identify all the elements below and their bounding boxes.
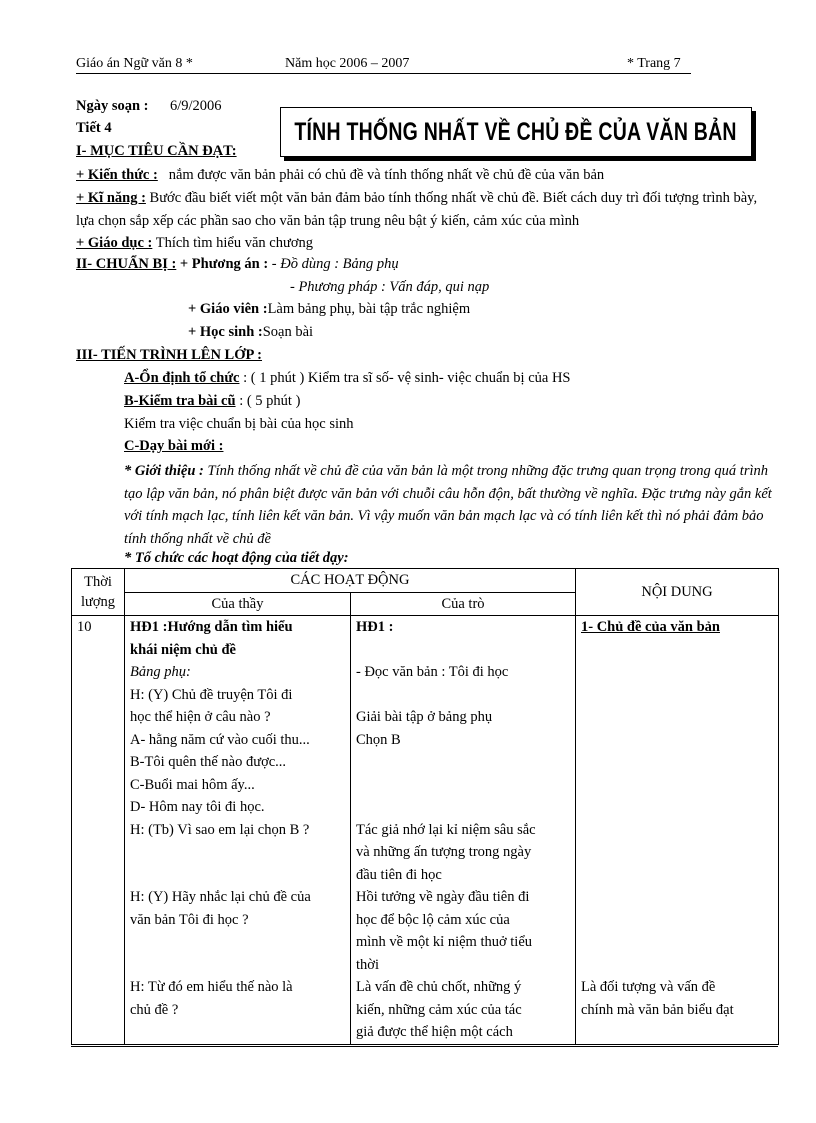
lesson-title-text: TÍNH THỐNG NHẤT VỀ CHỦ ĐỀ CỦA VĂN BẢN — [294, 117, 738, 146]
student-line: - Đọc văn bản : Tôi đi học — [356, 664, 509, 680]
org-label: * Tổ chức các hoạt động của tiết dạy: — [124, 550, 349, 566]
content-line: chính mà văn bản biểu đạt — [581, 1001, 734, 1018]
student-line: Là vấn đề chủ chốt, những ý — [356, 979, 522, 995]
content-line: Là đối tượng và vấn đề — [581, 979, 716, 995]
content-spacer — [581, 706, 773, 729]
knowledge-text: nắm được văn bản phải có chủ đề và tính thống nhất về chủ đề của văn bản — [168, 167, 605, 183]
content-spacer — [581, 909, 773, 932]
student-line — [356, 774, 570, 797]
content-spacer — [581, 864, 773, 887]
skill-label: + Kĩ năng : — [76, 190, 146, 206]
content-spacer — [581, 819, 773, 842]
content-spacer — [581, 886, 773, 909]
teacher-header: Của thầy — [125, 592, 351, 616]
header-rule — [76, 73, 691, 74]
intro-text: Tính thống nhất về chủ đề của văn bản là một trong những đặc trưng quan trọng trong quá trình tạo lập văn bản, nó phân biệt được văn bản với chuỗi câu hỗn độn, bất thường về nghĩa. Đặc trưng này gắn kết với tính mạch lạc, tính liên kết văn bản. Vì vậy muốn văn bản mạch lạc và có tính liên kết thì nó phải đảm bảo tính thống nhất về chủ đề — [124, 463, 772, 547]
content-cell — [576, 616, 779, 1045]
education-text: Thích tìm hiểu văn chương — [155, 235, 313, 251]
teacher-line: văn bản Tôi đi học ? — [130, 911, 249, 928]
student-line: Tác giả nhớ lại kỉ niệm sâu sắc — [356, 821, 536, 838]
teacher-line: H: Từ đó em hiểu thế nào là — [130, 979, 293, 995]
student-line: học để bộc lộ cảm xúc của — [356, 911, 510, 928]
section2-line1 — [76, 256, 399, 273]
student-line: mình về một kỉ niệm thuở tiểu — [356, 934, 533, 950]
section1-heading: I- MỤC TIÊU CẦN ĐẠT: — [76, 143, 237, 159]
student-line: giả được thể hiện một cách — [356, 1024, 513, 1040]
student-prep — [188, 324, 313, 341]
student-line: HĐ1 : — [356, 619, 394, 635]
teacher-line: C-Buổi mai hôm ấy... — [130, 776, 255, 793]
content-heading: 1- Chủ đề của văn bản — [581, 619, 720, 635]
header-left: Giáo án Ngữ văn 8 * — [76, 56, 193, 71]
lesson-table — [71, 568, 779, 1045]
period: Tiết 4 — [76, 120, 112, 136]
header-middle: Năm học 2006 – 2007 — [285, 56, 410, 71]
student-line: và những ấn tượng trong ngày — [356, 844, 532, 860]
student-line — [356, 684, 570, 707]
step-b-detail: Kiểm tra việc chuẩn bị bài của học sinh — [124, 416, 354, 432]
teacher-prep — [188, 301, 470, 318]
teacher-line: Bảng phụ: — [130, 664, 191, 680]
step-b-text: : ( 5 phút ) — [239, 393, 301, 409]
teacher-line: H: (Y) Chủ đề truyện Tôi đi — [130, 686, 293, 703]
student-line — [356, 639, 570, 662]
teacher-line — [130, 931, 345, 954]
teacher-label: + Giáo viên : — [188, 301, 268, 317]
section2-heading: II- CHUẨN BỊ : — [76, 256, 177, 272]
teacher-text: Làm bảng phụ, bài tập trắc nghiệm — [267, 301, 471, 317]
header-right: * Trang 7 — [627, 56, 681, 71]
student-line: Chọn B — [356, 731, 401, 748]
student-line — [356, 751, 570, 774]
teacher-line — [130, 864, 345, 887]
table-row — [72, 616, 779, 1045]
teacher-line: D- Hôm nay tôi đi học. — [130, 799, 265, 815]
student-line: đầu tiên đi học — [356, 866, 442, 883]
teacher-line: B-Tôi quên thế nào được... — [130, 754, 287, 770]
teacher-line — [130, 841, 345, 864]
skill-text: Bước đầu biết viết một văn bản đảm bảo tính thống nhất về chủ đề. Biết cách duy trì đối tượng trình bày, lựa chọn sắp xếp các phần sao cho văn bản tập trung nêu bật ý kiến, cảm xúc của mình — [76, 190, 758, 229]
content-spacer — [581, 639, 773, 662]
teacher-line: chủ đề ? — [130, 1001, 179, 1018]
step-b — [124, 393, 300, 410]
content-spacer — [581, 729, 773, 752]
table-header-row-1 — [72, 569, 779, 593]
bottom-rule — [71, 1046, 778, 1047]
step-a-text: : ( 1 phút ) Kiểm tra sĩ số- vệ sinh- việc chuẩn bị của HS — [243, 370, 571, 386]
education-line — [76, 232, 776, 255]
intro-paragraph — [124, 460, 774, 550]
student-line: kiến, những cảm xúc của tác — [356, 1001, 522, 1018]
teacher-line: A- hằng năm cứ vào cuối thu... — [130, 731, 310, 748]
content-header: NỘI DUNG — [576, 569, 779, 616]
student-line: Giải bài tập ở bảng phụ — [356, 709, 493, 725]
step-a-label: A-Ổn định tổ chức — [124, 370, 240, 386]
student-line: Hồi tưởng về ngày đầu tiên đi — [356, 889, 530, 905]
tools-text: - Đồ dùng : Bảng phụ — [271, 256, 399, 272]
content-spacer — [581, 931, 773, 954]
content-spacer — [581, 954, 773, 977]
date-value: 6/9/2006 — [170, 98, 222, 114]
step-b-label: B-Kiểm tra bài cũ — [124, 393, 236, 409]
teacher-line: khái niệm chủ đề — [130, 641, 236, 658]
teacher-line: H: (Tb) Vì sao em lại chọn B ? — [130, 821, 310, 838]
time-header-line-1: Thời — [84, 574, 112, 590]
student-label: + Học sinh : — [188, 324, 263, 340]
method-text: - Phương pháp : Vấn đáp, qui nạp — [290, 279, 490, 295]
student-header: Của trò — [351, 592, 576, 616]
date-label: Ngày soạn : — [76, 98, 149, 114]
activities-header: CÁC HOẠT ĐỘNG — [125, 569, 576, 593]
step-a — [124, 370, 570, 387]
content-spacer — [581, 751, 773, 774]
time-value: 10 — [77, 619, 92, 635]
student-line: thời — [356, 956, 379, 973]
education-label: + Giáo dục : — [76, 235, 153, 251]
lesson-title — [280, 107, 752, 157]
skill-line — [76, 187, 776, 232]
teacher-line — [130, 954, 345, 977]
plan-label: + Phương án : — [179, 256, 269, 272]
student-cell — [351, 616, 576, 1045]
step-c-label: C-Dạy bài mới : — [124, 438, 224, 454]
content-spacer — [581, 796, 773, 819]
teacher-line: học thể hiện ở câu nào ? — [130, 709, 271, 725]
teacher-line: H: (Y) Hãy nhắc lại chủ đề của — [130, 889, 311, 905]
teacher-line: HĐ1 :Hướng dẫn tìm hiểu — [130, 619, 293, 635]
content-spacer — [581, 841, 773, 864]
knowledge-line — [76, 164, 776, 187]
student-line — [356, 796, 570, 819]
section3-heading: III- TIẾN TRÌNH LÊN LỚP : — [76, 347, 263, 363]
content-spacer — [581, 684, 773, 707]
content-spacer — [581, 661, 773, 684]
knowledge-label: + Kiến thức : — [76, 167, 158, 183]
time-cell — [72, 616, 125, 1045]
time-header — [72, 569, 125, 616]
intro-label: * Giới thiệu : — [124, 463, 204, 479]
content-spacer — [581, 774, 773, 797]
teacher-cell — [125, 616, 351, 1045]
time-header-line-2: lượng — [80, 594, 116, 610]
student-text: Soạn bài — [262, 324, 314, 340]
